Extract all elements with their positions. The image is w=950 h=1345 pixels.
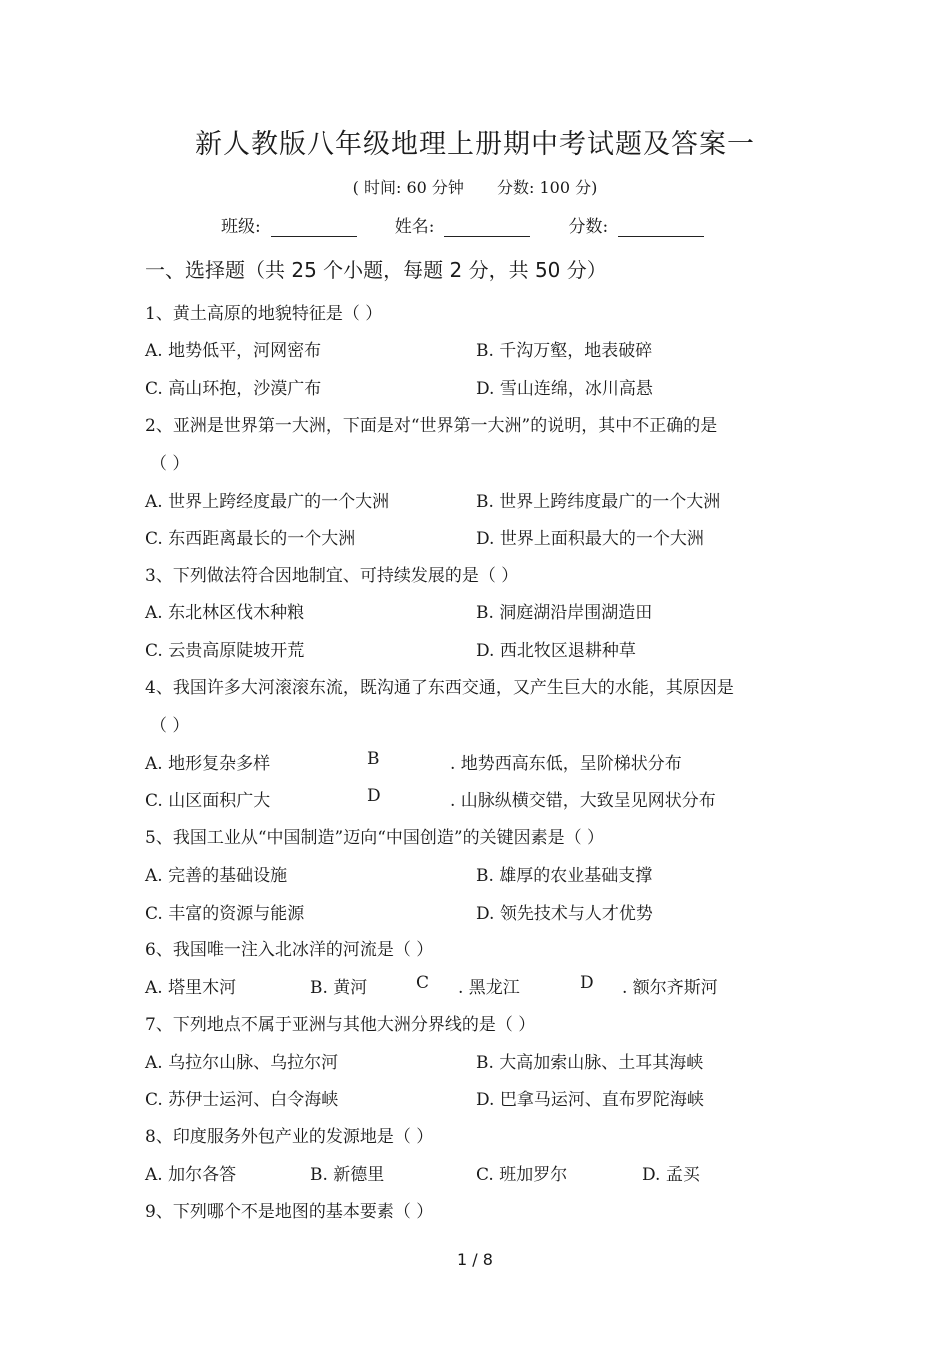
- question-stem: 8、印度服务外包产业的发源地是（ ）: [145, 1127, 434, 1147]
- option-d-letter: D: [367, 786, 381, 806]
- option-d: D. 巴拿马运河、直布罗陀海峡: [476, 1090, 704, 1110]
- page-title: 新人教版八年级地理上册期中考试题及答案一: [195, 129, 755, 160]
- option-b: B. 新德里: [310, 1165, 385, 1185]
- student-fields: [221, 212, 742, 237]
- option-a: A. 世界上跨经度最广的一个大洲: [145, 492, 390, 512]
- option-a: A. 东北林区伐木种粮: [145, 603, 305, 623]
- section-heading: 一、选择题（共 25 个小题，每题 2 分，共 50 分）: [145, 258, 607, 282]
- option-a: A. 地势低平，河网密布: [145, 341, 322, 361]
- option-c: C. 云贵高原陡坡开荒: [145, 641, 305, 661]
- option-b: B. 洞庭湖沿岸围湖造田: [476, 603, 653, 623]
- score-field[interactable]: [568, 212, 704, 237]
- question-stem: 1、黄土高原的地貌特征是（ ）: [145, 304, 383, 324]
- score-label: 分数:: [568, 217, 609, 237]
- option-d: D. 孟买: [642, 1165, 700, 1185]
- page-number: 1 / 8: [457, 1250, 493, 1269]
- question-stem-cont: （ ）: [150, 454, 190, 474]
- option-b-text: . 地势西高东低，呈阶梯状分布: [450, 754, 682, 774]
- option-c: C. 苏伊士运河、白令海峡: [145, 1090, 339, 1110]
- option-c: C. 山区面积广大: [145, 791, 271, 811]
- question-stem: 6、我国唯一注入北冰洋的河流是（ ）: [145, 940, 434, 960]
- exam-meta: [0, 175, 950, 198]
- name-blank[interactable]: [444, 216, 530, 237]
- option-a: A. 塔里木河: [145, 978, 237, 998]
- option-a: A. 乌拉尔山脉、乌拉尔河: [145, 1053, 339, 1073]
- option-c: C. 丰富的资源与能源: [145, 904, 305, 924]
- option-a: A. 完善的基础设施: [145, 866, 288, 886]
- option-a: A. 加尔各答: [145, 1165, 237, 1185]
- option-d-text: . 额尔齐斯河: [622, 978, 718, 998]
- option-b: B. 大高加索山脉、土耳其海峡: [476, 1053, 704, 1073]
- option-c: C. 高山环抱，沙漠广布: [145, 379, 322, 399]
- question-stem: 4、我国许多大河滚滚东流，既沟通了东西交通，又产生巨大的水能，其原因是: [145, 678, 734, 698]
- option-c: C. 班加罗尔: [476, 1165, 568, 1185]
- option-b: B. 雄厚的农业基础支撑: [476, 866, 653, 886]
- option-c: C. 东西距离最长的一个大洲: [145, 529, 356, 549]
- question-stem-cont: （ ）: [150, 716, 190, 736]
- option-d: D. 领先技术与人才优势: [476, 904, 653, 924]
- question-stem: 3、下列做法符合因地制宜、可持续发展的是（ ）: [145, 566, 519, 586]
- question-stem: 2、亚洲是世界第一大洲，下面是对“世界第一大洲”的说明，其中不正确的是: [145, 416, 718, 436]
- question-stem: 9、下列哪个不是地图的基本要素（ ）: [145, 1202, 434, 1222]
- name-label: 姓名:: [394, 217, 435, 237]
- option-b-letter: B: [367, 749, 380, 769]
- option-c-letter: C: [416, 973, 430, 993]
- option-d: D. 西北牧区退耕种草: [476, 641, 636, 661]
- option-d: D. 雪山连绵，冰川高悬: [476, 379, 653, 399]
- question-stem: 5、我国工业从“中国制造”迈向“中国创造”的关键因素是（ ）: [145, 828, 604, 848]
- option-d-letter: D: [580, 973, 594, 993]
- option-b: B. 黄河: [310, 978, 368, 998]
- class-field[interactable]: [221, 212, 357, 237]
- question-stem: 7、下列地点不属于亚洲与其他大洲分界线的是（ ）: [145, 1015, 536, 1035]
- option-d: D. 世界上面积最大的一个大洲: [476, 529, 704, 549]
- score-info: 分数: 100 分): [497, 178, 598, 197]
- option-d-text: . 山脉纵横交错，大致呈见网状分布: [450, 791, 716, 811]
- class-blank[interactable]: [271, 216, 357, 237]
- option-c-text: . 黑龙江: [458, 978, 520, 998]
- name-field[interactable]: [395, 212, 531, 237]
- option-b: B. 千沟万壑，地表破碎: [476, 341, 653, 361]
- score-blank[interactable]: [618, 216, 704, 237]
- option-a: A. 地形复杂多样: [145, 754, 271, 774]
- class-label: 班级:: [221, 217, 261, 237]
- option-b: B. 世界上跨纬度最广的一个大洲: [476, 492, 721, 512]
- time-info: ( 时间: 60 分钟: [352, 178, 464, 197]
